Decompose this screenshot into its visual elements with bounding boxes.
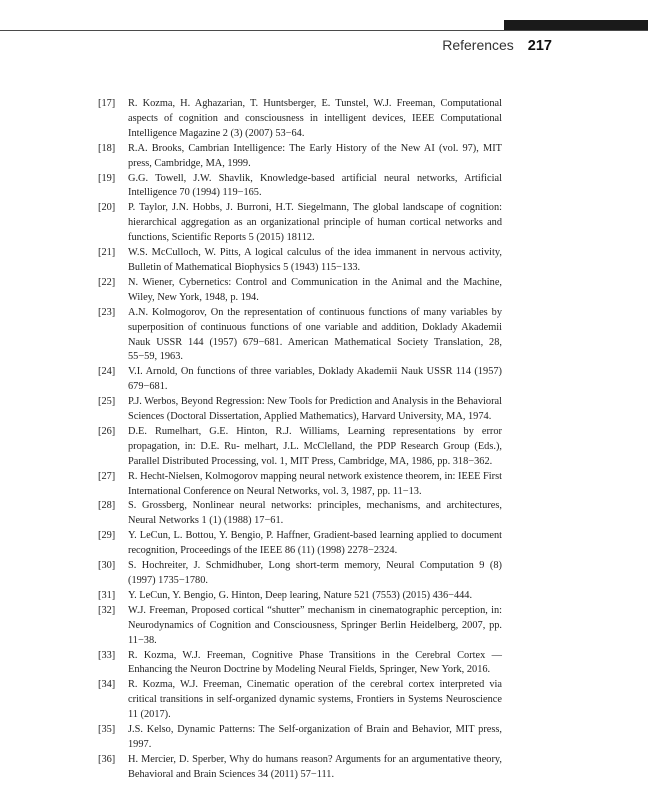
reference-text: R. Kozma, W.J. Freeman, Cinematic operation of the cerebral cortex interpreted via critical transitions in self-organized dynamic systems, Frontiers in Systems Neuroscience 11 (2017). xyxy=(128,679,502,721)
reference-text: W.J. Freeman, Proposed cortical “shutter” mechanism in cinematographic perception, in: Neurodynamics of Cognition and Consciousness, Springer Berlin Heidelberg, 2007, pp. 11−38. xyxy=(128,604,502,646)
reference-number: [19] xyxy=(98,172,116,184)
reference-item xyxy=(98,649,502,679)
reference-item xyxy=(98,470,502,500)
reference-item xyxy=(98,425,502,470)
reference-number: [36] xyxy=(98,753,116,765)
header-rule xyxy=(0,30,648,31)
reference-number: [25] xyxy=(98,396,116,408)
reference-item xyxy=(98,723,502,753)
reference-number: [18] xyxy=(98,142,116,154)
reference-item xyxy=(98,276,502,306)
reference-number: [20] xyxy=(98,202,116,214)
reference-text: J.S. Kelso, Dynamic Patterns: The Self-organization of Brain and Behavior, MIT press, 1997. xyxy=(128,724,502,750)
section-title: References xyxy=(442,37,514,53)
reference-text: V.I. Arnold, On functions of three variables, Doklady Akademii Nauk USSR 114 (1957) 679−681. xyxy=(128,366,502,393)
reference-number: [29] xyxy=(98,530,116,542)
reference-text: R.A. Brooks, Cambrian Intelligence: The Early History of the New AI (vol. 97), MIT press, Cambridge, MA, 1999. xyxy=(128,142,502,169)
reference-number: [34] xyxy=(98,679,116,691)
reference-item xyxy=(98,365,502,395)
reference-text: A.N. Kolmogorov, On the representation of continuous functions of many variables by superposition of continuous functions of one variable and addition, Doklady Akademii Nauk USSR 144 (1957) 679−681. American Mathematical Society Translation, 28, 55−59, 1963. xyxy=(128,306,502,363)
reference-text: N. Wiener, Cybernetics: Control and Communication in the Animal and the Machine, Wiley, New York, 1948, p. 194. xyxy=(128,276,502,303)
reference-item xyxy=(98,246,502,276)
reference-item xyxy=(98,142,502,172)
reference-number: [28] xyxy=(98,500,116,512)
reference-item xyxy=(98,529,502,559)
reference-number: [31] xyxy=(98,589,116,601)
reference-text: W.S. McCulloch, W. Pitts, A logical calculus of the idea immanent in nervous activity, Bulletin of Mathematical Biophysics 5 (1943) 115−133. xyxy=(128,247,502,273)
reference-number: [30] xyxy=(98,560,116,572)
reference-number: [22] xyxy=(98,276,116,288)
reference-number: [26] xyxy=(98,425,116,437)
reference-number: [24] xyxy=(98,366,116,378)
reference-text: S. Grossberg, Nonlinear neural networks: principles, mechanisms, and architectures, Neural Networks 1 (1) (1988) 17−61. xyxy=(128,500,502,527)
reference-item xyxy=(98,97,502,142)
reference-text: P. Taylor, J.N. Hobbs, J. Burroni, H.T. Siegelmann, The global landscape of cognition: hierarchical aggregation as an organizational principle of human cortical networks and functions, Scientific Reports 5 (2015) 18112. xyxy=(128,202,502,244)
reference-text: R. Kozma, H. Aghazarian, T. Huntsberger, E. Tunstel, W.J. Freeman, Computational aspects of cognition and consciousness in intelligent devices, IEEE Computational Intelligence Magazine 2 (3) (2007) 53−64. xyxy=(128,98,502,139)
reference-item xyxy=(98,395,502,425)
reference-number: [23] xyxy=(98,306,116,318)
reference-item xyxy=(98,499,502,529)
reference-number: [17] xyxy=(98,98,116,109)
reference-text: D.E. Rumelhart, G.E. Hinton, R.J. Williams, Learning representations by error propagation, in: D.E. Ru- melhart, J.L. McClelland, the PDP Research Group (Eds.), Parallel Distributed Processing, vol. 1, MIT Press, Cambridge, MA, 1986, pp. 318−362. xyxy=(128,425,502,467)
reference-item xyxy=(98,201,502,246)
reference-item xyxy=(98,306,502,366)
reference-number: [21] xyxy=(98,247,116,259)
header-bar xyxy=(504,20,648,30)
reference-item xyxy=(98,604,502,649)
reference-number: [27] xyxy=(98,470,116,482)
reference-item xyxy=(98,559,502,589)
reference-number: [35] xyxy=(98,724,116,736)
reference-text: H. Mercier, D. Sperber, Why do humans reason? Arguments for an argumentative theory, Behavioral and Brain Sciences 34 (2011) 57−111. xyxy=(128,753,502,780)
reference-text: R. Hecht-Nielsen, Kolmogorov mapping neural network existence theorem, in: IEEE First International Conference on Neural Networks, vol. 3, 1987, pp. 11−13. xyxy=(128,470,502,497)
reference-text: G.G. Towell, J.W. Shavlik, Knowledge-based artificial neural networks, Artificial Intelligence 70 (1994) 119−165. xyxy=(128,172,502,199)
reference-number: [32] xyxy=(98,604,116,616)
reference-text: R. Kozma, W.J. Freeman, Cognitive Phase Transitions in the Cerebral Cortex — Enhancing the Neuron Doctrine by Modeling Neural Fields, Springer, New York, 2016. xyxy=(128,649,502,676)
page-number: 217 xyxy=(527,38,552,54)
running-header xyxy=(442,37,552,54)
reference-text: P.J. Werbos, Beyond Regression: New Tools for Prediction and Analysis in the Behavioral Sciences (Doctoral Dissertation, Applied Mathematics), Harvard University, MA, 1974. xyxy=(128,396,502,423)
reference-text: Y. LeCun, L. Bottou, Y. Bengio, P. Haffner, Gradient-based learning applied to document recognition, Proceedings of the IEEE 86 (11) (1998) 2278−2324. xyxy=(128,530,502,557)
reference-list xyxy=(98,97,502,783)
reference-number: [33] xyxy=(98,649,116,661)
reference-item xyxy=(98,753,502,783)
reference-item xyxy=(98,678,502,723)
reference-item xyxy=(98,589,502,604)
reference-text: S. Hochreiter, J. Schmidhuber, Long short-term memory, Neural Computation 9 (8) (1997) 1735−1780. xyxy=(128,560,502,586)
reference-text: Y. LeCun, Y. Bengio, G. Hinton, Deep learing, Nature 521 (7553) (2015) 436−444. xyxy=(128,589,473,601)
reference-item xyxy=(98,172,502,202)
